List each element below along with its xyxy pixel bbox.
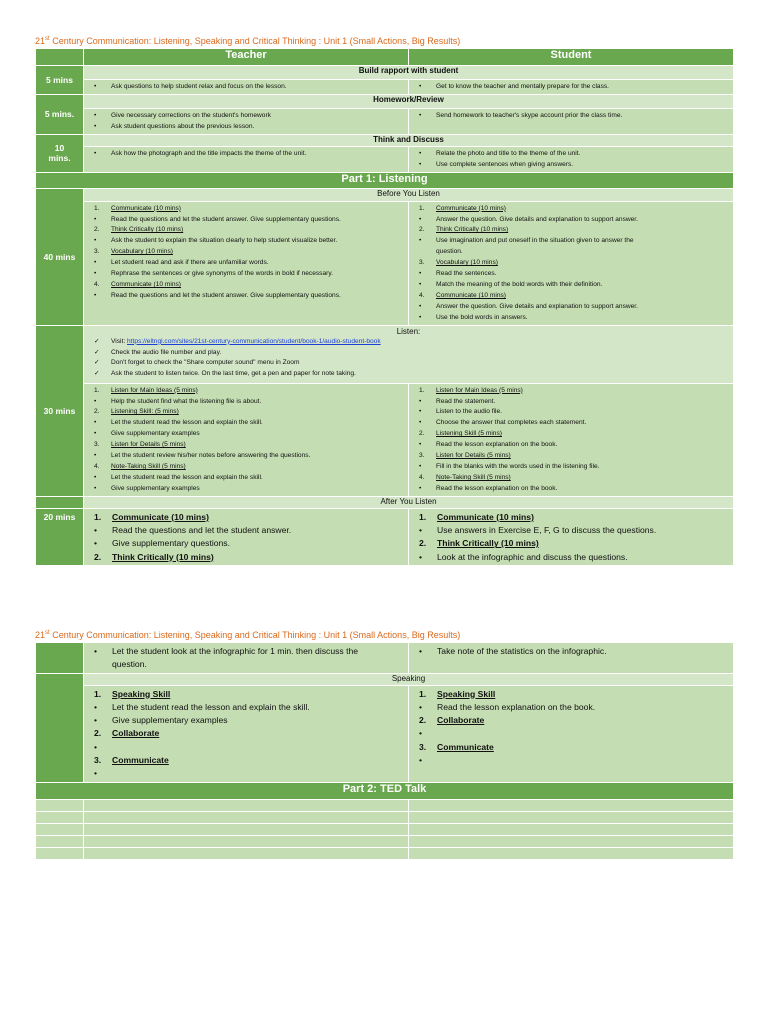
list-marker: •: [94, 83, 97, 90]
list-marker: 1.: [419, 204, 425, 212]
after-student-list: [409, 509, 733, 565]
list-item: [419, 215, 727, 226]
list-marker: •: [94, 291, 97, 299]
empty-student-cell: [409, 835, 734, 847]
listen-student-list: [409, 384, 733, 496]
list-item-text: Relate the photo and title to the theme of the unit.: [436, 149, 581, 157]
list-item-text: Use answers in Exercise E, F, G to discuss the questions.: [437, 524, 657, 535]
list-item: [94, 418, 402, 429]
list-item-text: Listen for Main Ideas (5 mins): [111, 386, 198, 394]
list-item-text: Answer the question. Give details and explanation to support answer.: [436, 215, 638, 223]
list-marker: •: [419, 112, 422, 119]
list-marker: •: [94, 419, 97, 427]
list-marker: •: [419, 313, 422, 321]
list-item-text: Look at the infographic and discuss the questions.: [437, 551, 628, 562]
list-marker: 2.: [94, 408, 100, 416]
list-item-text: question.: [112, 659, 147, 670]
time-before-listen: 40 mins: [36, 188, 84, 325]
speaking-teacher-list: [84, 686, 408, 782]
list-item-text: Let the student review his/her notes before answering the questions.: [111, 452, 311, 460]
list-item: [419, 82, 727, 93]
list-marker: 2.: [94, 226, 100, 234]
list-item-text: Ask how the photograph and the title impacts the theme of the unit.: [111, 149, 307, 157]
list-item-text: Read the lesson explanation on the book.: [437, 701, 596, 712]
list-item-text: Note-Taking Skill (5 mins): [436, 473, 511, 481]
list-marker: •: [419, 551, 423, 562]
list-marker: •: [94, 430, 97, 438]
list-item-text: Take note of the statistics on the infographic.: [437, 646, 607, 656]
listen-checklist: [84, 337, 733, 382]
list-item-text: Read the statement.: [436, 397, 496, 405]
list-item: [94, 551, 402, 564]
before-teacher-list: [84, 202, 408, 303]
list-item-text: Let student read and ask if there are unfamiliar words.: [111, 259, 269, 267]
list-item-text: Think Critically (10 mins): [436, 226, 509, 234]
list-item: [94, 484, 402, 495]
list-marker: •: [94, 237, 97, 245]
time-after-spacer: [36, 496, 84, 508]
list-marker: 4.: [94, 462, 100, 470]
list-item-text: Ask questions to help student relax and focus on the lesson.: [111, 83, 287, 90]
list-item: [94, 247, 402, 258]
list-item: [419, 258, 727, 269]
list-item-text: Ask student questions about the previous lesson.: [111, 122, 255, 130]
list-item: [419, 451, 727, 462]
list-item: [419, 484, 727, 495]
list-marker: •: [94, 524, 98, 535]
homework-teacher-list: [84, 109, 408, 134]
list-item: [94, 386, 402, 397]
list-marker: 4.: [94, 280, 100, 288]
list-marker: [94, 658, 112, 671]
list-item: [94, 440, 402, 451]
list-item: [419, 397, 727, 408]
list-item: [94, 511, 402, 524]
time-listen: 30 mins: [36, 325, 84, 496]
list-item: [94, 407, 402, 418]
list-item-text: Give supplementary examples: [111, 430, 200, 438]
list-item: [94, 524, 402, 537]
list-marker: •: [94, 768, 98, 779]
list-marker: •: [94, 484, 97, 492]
list-item: [419, 462, 727, 473]
list-item-text: Collaborate: [437, 715, 485, 726]
list-item: [94, 741, 402, 754]
lesson-plan-table-2: [35, 642, 734, 860]
list-item-text: Let the student read the lesson and explain the skill.: [111, 419, 263, 427]
list-marker: •: [94, 215, 97, 223]
list-item: [419, 511, 727, 524]
list-item-text: Read the questions and let the student answer. Give supplementary questions.: [111, 291, 341, 299]
think-student-list: [409, 147, 733, 172]
list-marker: •: [94, 270, 97, 278]
empty-time-cell: [36, 823, 84, 835]
list-marker: •: [94, 538, 98, 549]
list-item: [419, 225, 727, 236]
list-item: [419, 204, 727, 215]
homework-student-list: [409, 109, 733, 123]
list-marker: •: [94, 112, 97, 119]
list-item: [419, 473, 727, 484]
list-item: [94, 122, 402, 133]
list-item: [419, 291, 727, 302]
checklist-item: [94, 358, 727, 369]
before-student-list: [409, 202, 733, 325]
checklist-text: Don't forget to check the "Share computer sound" menu in Zoom: [111, 359, 300, 367]
list-item: [94, 258, 402, 269]
list-item: [94, 111, 402, 122]
list-item: [94, 727, 402, 740]
list-item-text: Communicate (10 mins): [436, 204, 506, 212]
list-item-text: Match the meaning of the bold words with their definition.: [436, 280, 603, 288]
list-item-text: Let the student read the lesson and explain the skill.: [112, 701, 310, 712]
checklist-item: [94, 369, 727, 380]
list-marker: •: [419, 83, 422, 90]
list-item-text: Give supplementary questions.: [112, 538, 230, 549]
list-item-text: Read the lesson explanation on the book.: [436, 441, 558, 449]
list-marker: •: [94, 701, 98, 712]
list-marker: 3.: [94, 248, 100, 256]
time-after-listen: 20 mins: [36, 508, 84, 565]
list-item-text: Collaborate: [112, 728, 160, 739]
list-marker: 1.: [419, 511, 427, 522]
list-item-text: Let the student read the lesson and explain the skill.: [111, 473, 263, 481]
list-marker: •: [419, 270, 422, 278]
list-item: [94, 280, 402, 291]
list-item: [94, 658, 402, 671]
list-item-text: Fill in the blanks with the words used in the listening file.: [436, 462, 600, 470]
student-column-header: Student: [409, 49, 734, 66]
time-think-line2: mins.: [48, 153, 71, 164]
think-teacher-list: [84, 147, 408, 161]
section-homework-label: Homework/Review: [84, 95, 734, 109]
rapport-teacher-list: [84, 80, 408, 94]
list-item: [419, 280, 727, 291]
empty-teacher-cell: [84, 847, 409, 859]
teacher-column-header: Teacher: [84, 49, 409, 66]
list-marker: •: [419, 646, 423, 656]
list-item: [94, 149, 402, 160]
list-item-text: Let the student look at the infographic for 1 min. then discuss the: [112, 646, 359, 656]
list-item-text: Rephrase the sentences or give synonyms of the words in bold if necessary.: [111, 270, 333, 278]
empty-time-cell: [36, 811, 84, 823]
list-item: [94, 688, 402, 701]
list-item-text: Communicate: [112, 755, 169, 766]
list-item: [94, 462, 402, 473]
list-marker: 1.: [94, 386, 100, 394]
list-item: [94, 645, 402, 658]
list-item-text: Answer the question. Give details and explanation to support answer.: [436, 302, 638, 310]
list-item-text: Give supplementary examples: [111, 484, 200, 492]
empty-time-cell: [36, 835, 84, 847]
list-item-text: Communicate (10 mins): [111, 204, 181, 212]
audio-book-link[interactable]: https://eltngl.com/sites/21st-century-communication/student/book-1/audio-student-book: [127, 337, 381, 345]
list-marker: 2.: [419, 430, 425, 438]
time-speaking: [36, 673, 84, 782]
list-item: [94, 451, 402, 462]
list-item-text: Give necessary corrections on the student's homework: [111, 112, 271, 119]
time-continued: [36, 643, 84, 674]
page-title-1: 21st Century Communication: Listening, Speaking and Critical Thinking : Unit 1 (Small Actions, Big Results): [35, 36, 461, 46]
list-marker: 2.: [94, 728, 102, 739]
list-marker: 3.: [419, 452, 425, 460]
list-item: [94, 82, 402, 93]
list-item-text: Give supplementary examples: [112, 715, 228, 726]
list-item: [94, 204, 402, 215]
part2-heading: Part 2: TED Talk: [36, 782, 734, 799]
list-item-text: Speaking Skill: [437, 688, 496, 699]
list-item: [94, 754, 402, 767]
list-marker: •: [419, 419, 422, 427]
list-marker: •: [94, 741, 98, 752]
section-listen-label: Listen:: [396, 326, 421, 336]
list-item-text: Listen to the audio file.: [436, 408, 502, 416]
list-item-text: Note-Taking Skill (5 mins): [111, 462, 186, 470]
list-item: [94, 429, 402, 440]
list-item-text: Ask the student to explain the situation clearly to help student visualize better.: [111, 237, 338, 245]
list-marker: •: [419, 215, 422, 223]
list-item: [94, 397, 402, 408]
empty-teacher-cell: [84, 823, 409, 835]
list-item: [419, 714, 727, 727]
part1-heading: Part 1: Listening: [36, 172, 734, 188]
checklist-item: [94, 337, 727, 348]
list-marker: •: [94, 149, 97, 157]
list-item: [419, 701, 727, 714]
list-item-text: Communicate (10 mins): [436, 291, 506, 299]
empty-student-cell: [409, 799, 734, 811]
empty-student-cell: [409, 847, 734, 859]
list-marker: 3.: [419, 259, 425, 267]
list-item-text: Use imagination and put oneself in the situation given to answer the: [436, 237, 634, 245]
list-marker: 1.: [419, 688, 427, 699]
empty-student-cell: [409, 823, 734, 835]
list-marker: •: [419, 408, 422, 416]
list-item: [94, 291, 402, 302]
list-marker: •: [419, 397, 422, 405]
checkmark-icon: ✓: [94, 370, 100, 378]
list-marker: 4.: [419, 473, 425, 481]
list-item-text: Vocabulary (10 mins): [111, 248, 173, 256]
list-marker: •: [94, 122, 97, 130]
list-item: [419, 302, 727, 313]
visit-prefix: Visit:: [111, 337, 128, 345]
list-item-text: Think Critically (10 mins): [112, 551, 214, 562]
list-marker: 2.: [419, 226, 425, 234]
list-marker: 3.: [94, 755, 102, 766]
list-item: [94, 537, 402, 550]
list-marker: •: [94, 397, 97, 405]
list-marker: •: [419, 441, 422, 449]
list-item-text: Get to know the teacher and mentally prepare for the class.: [436, 83, 609, 90]
list-item-text: Choose the answer that completes each statement.: [436, 419, 587, 427]
empty-teacher-cell: [84, 811, 409, 823]
list-item: [94, 701, 402, 714]
section-after-label: After You Listen: [84, 496, 734, 508]
list-marker: 1.: [94, 204, 100, 212]
list-marker: •: [419, 755, 423, 766]
list-item: [419, 418, 727, 429]
list-marker: •: [419, 280, 422, 288]
rapport-student-list: [409, 80, 733, 94]
list-item: [94, 269, 402, 280]
time-header-cell: [36, 49, 84, 66]
list-marker: •: [419, 728, 423, 739]
list-item-text: question.: [436, 248, 463, 256]
list-item-text: Read the lesson explanation on the book.: [436, 484, 558, 492]
list-item: [419, 754, 727, 767]
list-item: [419, 727, 727, 740]
list-item-text: Listen for Main Ideas (5 mins): [436, 386, 523, 394]
list-item-text: Listening Skill (5 mins): [436, 430, 502, 438]
list-item-text: Use the bold words in answers.: [436, 313, 528, 321]
list-item: [419, 247, 727, 258]
list-item-text: Read the questions and let the student answer.: [112, 524, 292, 535]
section-speaking-label: Speaking: [84, 673, 734, 685]
checkmark-icon: ✓: [94, 348, 100, 356]
list-item-text: Send homework to teacher's skype account prior the class time.: [436, 112, 623, 119]
list-marker: 2.: [419, 538, 427, 549]
list-item: [94, 767, 402, 780]
empty-student-cell: [409, 811, 734, 823]
list-item: [419, 688, 727, 701]
checkmark-icon: ✓: [94, 337, 100, 345]
list-item: [419, 537, 727, 550]
list-item-text: Listening Skill: (5 mins): [111, 408, 179, 416]
list-item: [419, 149, 727, 160]
list-marker: •: [94, 452, 97, 460]
list-item: [419, 407, 727, 418]
list-item: [94, 473, 402, 484]
list-marker: 1.: [94, 511, 102, 522]
continued-teacher-list: [84, 643, 408, 673]
list-item: [419, 111, 727, 122]
continued-student-list: [409, 643, 733, 659]
list-marker: •: [419, 701, 423, 712]
lesson-plan-table-1: [35, 48, 734, 566]
list-item-text: Communicate (10 mins): [112, 511, 209, 522]
after-teacher-list: [84, 509, 408, 565]
list-item: [94, 714, 402, 727]
list-item: [94, 225, 402, 236]
list-item-text: Use complete sentences when giving answers.: [436, 160, 574, 168]
list-item-text: Communicate (10 mins): [111, 280, 181, 288]
list-marker: •: [94, 646, 98, 656]
empty-teacher-cell: [84, 835, 409, 847]
empty-time-cell: [36, 799, 84, 811]
listen-instructions: [84, 325, 734, 383]
checkmark-icon: ✓: [94, 359, 100, 367]
list-item: [419, 429, 727, 440]
list-marker: 1.: [94, 688, 102, 699]
list-item: [419, 645, 727, 658]
list-item-text: Communicate (10 mins): [437, 511, 534, 522]
section-before-label: Before You Listen: [84, 188, 734, 201]
time-think-discuss: [36, 134, 84, 172]
checklist-item: [94, 348, 727, 359]
list-item: [419, 386, 727, 397]
list-marker: •: [419, 462, 422, 470]
list-item: [419, 741, 727, 754]
list-marker: •: [94, 473, 97, 481]
checklist-text: Check the audio file number and play.: [111, 348, 222, 356]
empty-teacher-cell: [84, 799, 409, 811]
list-marker: •: [419, 149, 422, 157]
list-marker: •: [94, 259, 97, 267]
list-marker: •: [94, 715, 98, 726]
list-item-text: Help the student find what the listening file is about.: [111, 397, 262, 405]
list-marker: 1.: [419, 386, 425, 394]
list-item-text: Think Critically (10 mins): [437, 538, 539, 549]
list-item: [94, 215, 402, 226]
list-marker: 2.: [419, 715, 427, 726]
list-marker: 3.: [419, 741, 427, 752]
list-item-text: Communicate: [437, 741, 494, 752]
list-item-text: Read the sentences.: [436, 270, 497, 278]
list-item-text: Think Critically (10 mins): [111, 226, 184, 234]
list-item: [419, 269, 727, 280]
time-think-line1: 10: [54, 143, 65, 154]
list-marker: •: [419, 484, 422, 492]
time-homework: 5 mins.: [36, 95, 84, 135]
listen-teacher-list: [84, 384, 408, 496]
list-marker: •: [419, 237, 422, 245]
list-marker: [419, 247, 436, 258]
page-title-2: 21st Century Communication: Listening, Speaking and Critical Thinking : Unit 1 (Small Actions, Big Results): [35, 630, 461, 640]
list-item-text: Listen for Details (5 mins): [436, 452, 511, 460]
list-marker: 4.: [419, 291, 425, 299]
speaking-student-list: [409, 686, 733, 769]
list-marker: •: [419, 160, 422, 168]
list-item: [94, 236, 402, 247]
list-item: [419, 313, 727, 324]
list-item: [419, 551, 727, 564]
list-item: [419, 524, 727, 537]
section-rapport-label: Build rapport with student: [84, 66, 734, 80]
list-marker: •: [419, 524, 423, 535]
list-item-text: Listen for Details (5 mins): [111, 441, 186, 449]
section-think-label: Think and Discuss: [84, 134, 734, 146]
list-marker: •: [419, 302, 422, 310]
list-item: [419, 440, 727, 451]
time-rapport: 5 mins: [36, 66, 84, 95]
list-item-text: Read the questions and let the student answer. Give supplementary questions.: [111, 215, 341, 223]
list-marker: 3.: [94, 441, 100, 449]
list-item-text: Vocabulary (10 mins): [436, 259, 498, 267]
list-marker: 2.: [94, 551, 102, 562]
list-item: [419, 160, 727, 171]
checklist-text: Ask the student to listen twice. On the last time, get a pen and paper for note taking.: [111, 370, 356, 378]
list-item-text: Speaking Skill: [112, 688, 171, 699]
list-item: [419, 236, 727, 247]
empty-time-cell: [36, 847, 84, 859]
